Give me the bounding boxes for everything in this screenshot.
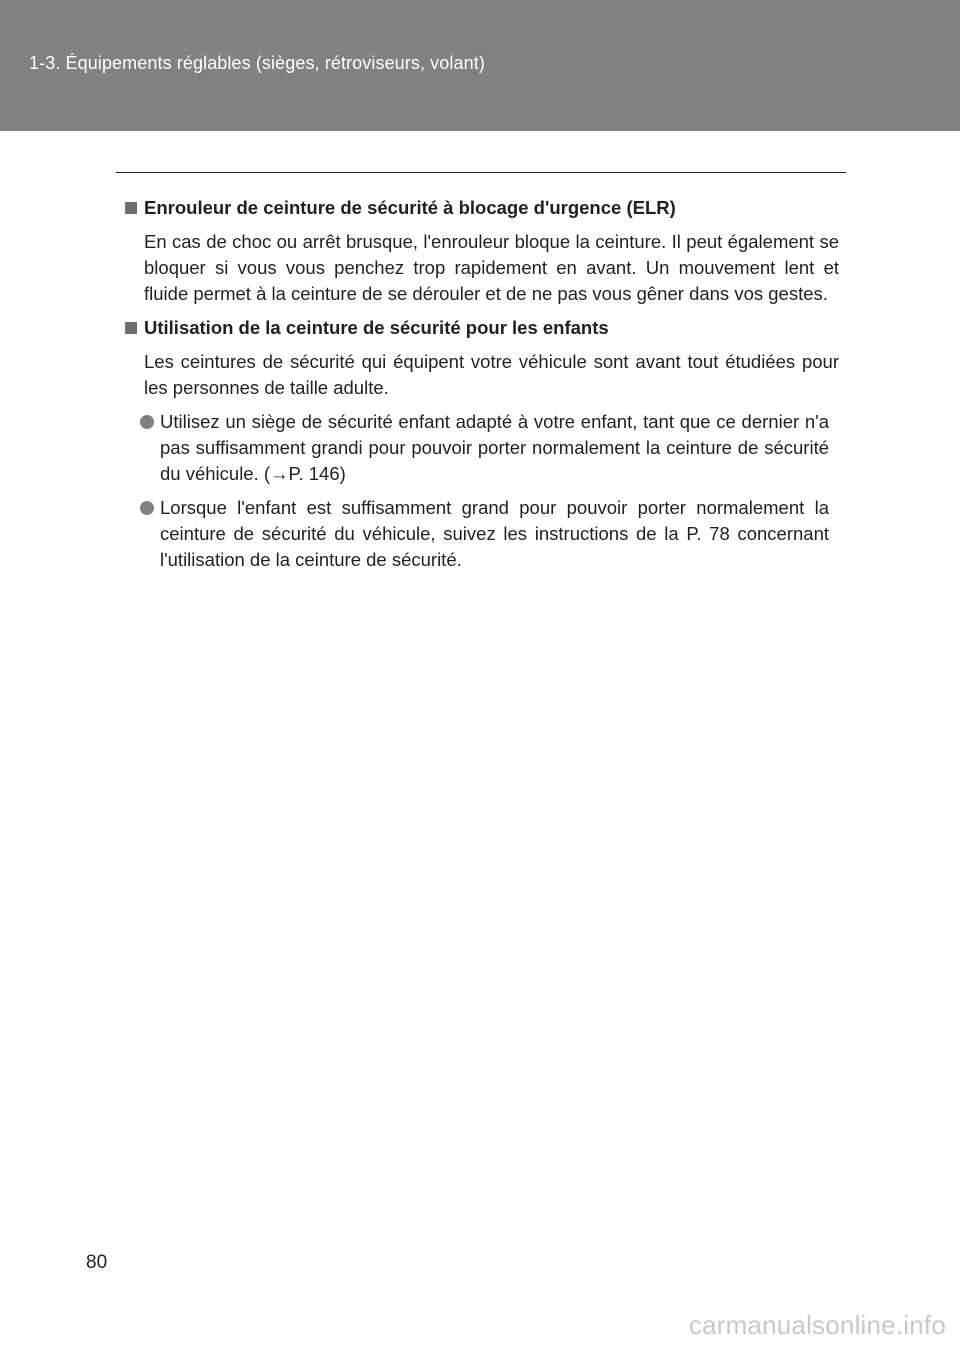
paragraph-elr: En cas de choc ou arrêt brusque, l'enrouleur bloque la ceinture. Il peut également se bloquer si vous vous penchez trop rapidement en avant. Un mouvement lent et fluide permet à la ceinture de se dérouler et de ne pas vous gêner dans vos gestes.: [144, 231, 839, 304]
list-item-text: Utilisez un siège de sécurité enfant adapté à votre enfant, tant que ce dernier n'a pas suffisamment grandi pour pouvoir porter normalement la ceinture de sécurité du véhicule. (→P. 146): [160, 411, 829, 484]
circle-bullet-icon: [140, 501, 154, 515]
section-heading-children: [125, 315, 839, 341]
page-content: [125, 195, 839, 581]
list-item: [160, 409, 829, 487]
section-title: 1-3. Équipements réglables (sièges, rétroviseurs, volant): [29, 53, 485, 73]
divider-rule: [116, 172, 846, 173]
section-heading-elr: [125, 195, 839, 221]
watermark: carmanualsonline.info: [688, 1310, 946, 1340]
heading-text: Enrouleur de ceinture de sécurité à blocage d'urgence (ELR): [144, 197, 676, 218]
list-item-text: Lorsque l'enfant est suffisamment grand pour pouvoir porter normalement la ceinture de sécurité du véhicule, suivez les instructions de la P. 78 concernant l'utilisation de la ceinture de sécurité.: [160, 497, 829, 570]
circle-bullet-icon: [140, 415, 154, 429]
square-bullet-icon: [125, 322, 137, 334]
square-bullet-icon: [125, 202, 137, 214]
page-number: 80: [86, 1252, 108, 1273]
list-item: [160, 495, 829, 573]
paragraph-children: Les ceintures de sécurité qui équipent votre véhicule sont avant tout étudiées pour les personnes de taille adulte.: [144, 351, 839, 398]
heading-text: Utilisation de la ceinture de sécurité pour les enfants: [144, 317, 609, 338]
header-band: [0, 0, 960, 131]
